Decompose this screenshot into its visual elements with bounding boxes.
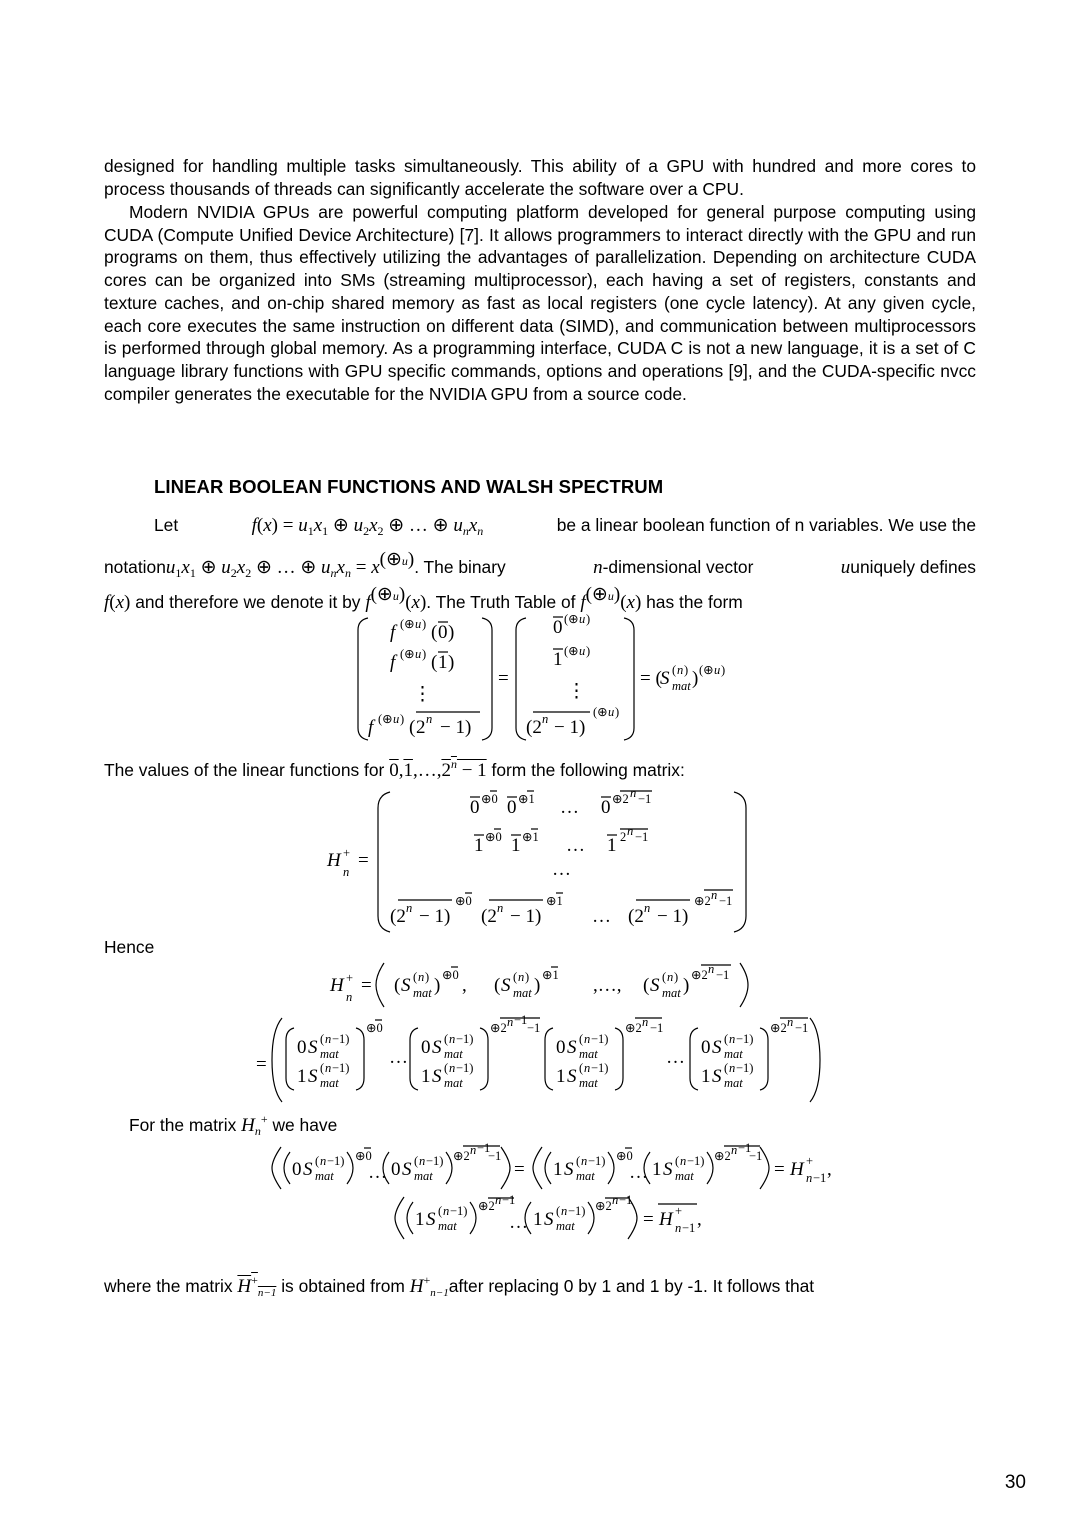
svg-text:(: ( xyxy=(675,1154,680,1168)
svg-text:(: ( xyxy=(576,1154,581,1168)
svg-text:mat: mat xyxy=(320,1047,339,1061)
svg-text:⊕2: ⊕2 xyxy=(625,1021,642,1035)
svg-text:(: ( xyxy=(643,975,650,996)
svg-text:(: ( xyxy=(579,1032,584,1046)
svg-text:n: n xyxy=(325,1061,332,1075)
svg-text:n: n xyxy=(507,1015,514,1029)
svg-text:H: H xyxy=(790,1159,804,1180)
svg-text:⊕2: ⊕2 xyxy=(478,1199,495,1213)
svg-text:): ) xyxy=(525,970,530,984)
svg-text:−1: −1 xyxy=(795,1021,809,1035)
svg-text:u: u xyxy=(714,663,721,677)
svg-text:−1: −1 xyxy=(514,1013,528,1027)
svg-text:(⊕: (⊕ xyxy=(564,644,579,658)
svg-text:(2: (2 xyxy=(526,717,542,738)
svg-text:): ) xyxy=(692,668,699,689)
values-line: The values of the linear functions for $0,1,\dots,2^n - 1$ form the following matrix: xyxy=(104,757,685,781)
svg-text:…: … xyxy=(368,1162,387,1183)
svg-text:n: n xyxy=(627,824,634,838)
svg-text:S: S xyxy=(432,1037,442,1058)
svg-text:⋮: ⋮ xyxy=(567,681,586,702)
svg-text:0: 0 xyxy=(470,797,480,818)
svg-text:mat: mat xyxy=(662,986,681,1000)
svg-text:n: n xyxy=(729,1032,736,1046)
svg-text:(: ( xyxy=(431,622,438,643)
svg-text:n: n xyxy=(581,1154,588,1168)
svg-text:−1): −1) xyxy=(588,1154,606,1168)
svg-text:f: f xyxy=(390,622,396,643)
svg-text:⊕0: ⊕0 xyxy=(616,1149,633,1163)
u-symbol: u xyxy=(840,557,851,578)
recursion-equation-1 xyxy=(272,1141,832,1189)
svg-text:n: n xyxy=(542,712,549,726)
svg-text:(2: (2 xyxy=(628,906,644,927)
svg-text:(: ( xyxy=(409,717,416,738)
svg-text:⊕2: ⊕2 xyxy=(694,894,711,908)
svg-text:− 1): − 1) xyxy=(554,717,586,738)
svg-text:(: ( xyxy=(394,975,401,996)
svg-text:0: 0 xyxy=(701,1037,711,1058)
svg-text:n: n xyxy=(667,970,674,984)
svg-text:n: n xyxy=(449,1061,456,1075)
be-linear-text: be a linear boolean function of n variables. We use the xyxy=(556,515,976,535)
svg-text:⊕2: ⊕2 xyxy=(714,1149,731,1163)
svg-text:): ) xyxy=(448,652,455,673)
svg-text:u: u xyxy=(579,612,586,626)
svg-text:−1): −1) xyxy=(687,1154,705,1168)
notation-formula: $u_1x_1$ ⊕ $u_2x_2$ ⊕ … ⊕ $u_nx_n = x^{(\oplus u)}$ xyxy=(165,549,415,580)
svg-text:n: n xyxy=(584,1061,591,1075)
values-range-formula: $0,1,\dots,2^n - 1$ xyxy=(389,757,487,781)
svg-text:− 1): − 1) xyxy=(657,906,689,927)
hence-line: Hence xyxy=(104,937,155,957)
svg-text:n: n xyxy=(325,1032,332,1046)
svg-text:=: = xyxy=(514,1159,525,1180)
paragraph-cuda: Modern NVIDIA GPUs are powerful computing platform developed for general purpose computing using CUDA (Compute Unified Device Architecture) [7]. It allows programmers to interact directly with the GPU and run programs on them, thus effectively utilizing the advantages of parallelization. Depending on architecture CUDA cores can be organized into SMs (streaming multiprocessor), each having a set of registers, constants and texture caches, and on-chip shared memory as fast as local registers (one cycle latency). At any given cycle, each core executes the same instruction on different data (SIMD), and communication between multiprocessors is performed through global memory. As a programming interface, CUDA C is not a new language, it is a set of C language library functions with GPU specific commands, options and operations [9], and the CUDA-specific nvcc compiler generates the executable for the NVIDIA GPU from a source code. xyxy=(104,202,976,404)
svg-text:mat: mat xyxy=(579,1047,598,1061)
svg-text:0: 0 xyxy=(553,617,563,638)
svg-text:⊕0: ⊕0 xyxy=(481,792,498,806)
svg-text:=: = xyxy=(774,1159,785,1180)
svg-text:0: 0 xyxy=(438,622,448,643)
svg-text:…: … xyxy=(560,797,579,818)
svg-text:…: … xyxy=(566,835,585,856)
svg-text:−1): −1) xyxy=(426,1154,444,1168)
where-line: where the matrix $H^+_{n-1}$ is obtained from $H^+_{n-1}after$ replacing 0 by 1 and 1 by -1. It follows that xyxy=(104,1273,815,1299)
svg-text:mat: mat xyxy=(576,1169,595,1183)
svg-text:1: 1 xyxy=(415,1209,425,1230)
svg-text:mat: mat xyxy=(315,1169,334,1183)
svg-text:−1: −1 xyxy=(502,1193,516,1207)
svg-text:n: n xyxy=(406,901,413,915)
svg-text:−1): −1) xyxy=(591,1061,609,1075)
svg-text:(: ( xyxy=(672,663,677,677)
svg-text:): ) xyxy=(586,612,591,626)
svg-text:− 1): − 1) xyxy=(440,717,472,738)
svg-text:1: 1 xyxy=(556,1066,566,1087)
svg-text:): ) xyxy=(684,663,689,677)
section-heading: LINEAR BOOLEAN FUNCTIONS AND WALSH SPECTRUM xyxy=(154,476,664,497)
svg-text:mat: mat xyxy=(513,986,532,1000)
svg-text:S: S xyxy=(308,1066,318,1087)
svg-text:1: 1 xyxy=(511,835,521,856)
svg-text:⊕0: ⊕0 xyxy=(355,1149,372,1163)
svg-text:(: ( xyxy=(556,1204,561,1218)
svg-text:⊕0: ⊕0 xyxy=(442,968,459,982)
svg-text:mat: mat xyxy=(556,1219,575,1233)
svg-text:n: n xyxy=(584,1032,591,1046)
svg-text:n: n xyxy=(419,1154,426,1168)
svg-text:): ) xyxy=(615,705,620,719)
svg-text:⊕2: ⊕2 xyxy=(612,792,629,806)
svg-text:S: S xyxy=(426,1209,436,1230)
svg-text:mat: mat xyxy=(579,1076,598,1090)
svg-text:n: n xyxy=(644,901,651,915)
svg-text:−1): −1) xyxy=(568,1204,586,1218)
svg-text:⊕1: ⊕1 xyxy=(522,830,539,844)
svg-text:(: ( xyxy=(320,1061,325,1075)
svg-text:mat: mat xyxy=(414,1169,433,1183)
svg-text:= (: = ( xyxy=(640,668,662,689)
svg-text:S: S xyxy=(712,1066,722,1087)
svg-text:(2: (2 xyxy=(481,906,497,927)
svg-text:⊕2: ⊕2 xyxy=(490,1021,507,1035)
svg-text:(: ( xyxy=(513,970,518,984)
notation-text: notation xyxy=(104,557,166,577)
svg-text:−1): −1) xyxy=(450,1204,468,1218)
svg-text:n: n xyxy=(612,1193,619,1207)
svg-text:): ) xyxy=(721,663,726,677)
svg-text:−1): −1) xyxy=(332,1032,350,1046)
svg-text:): ) xyxy=(448,622,455,643)
truth-table-equation xyxy=(358,612,725,740)
svg-text:H: H xyxy=(330,975,344,996)
svg-text:⊕2: ⊕2 xyxy=(770,1021,787,1035)
svg-text:(: ( xyxy=(431,652,438,673)
svg-text:n: n xyxy=(470,1143,477,1157)
svg-text:⊕0: ⊕0 xyxy=(485,830,502,844)
svg-text:−1): −1) xyxy=(736,1032,754,1046)
definition-line-3: f(x) and therefore we denote it by $f^{(\oplus u)}(x)$. The Truth Table of $f^{(\oplus u)}(x)$ has the form xyxy=(104,584,743,613)
svg-text:mat: mat xyxy=(672,679,691,693)
svg-text:mat: mat xyxy=(444,1076,463,1090)
svg-text:−1): −1) xyxy=(332,1061,350,1075)
svg-text:0: 0 xyxy=(297,1037,307,1058)
svg-text:S: S xyxy=(432,1066,442,1087)
svg-text:−1): −1) xyxy=(591,1032,609,1046)
svg-text:(: ( xyxy=(494,975,501,996)
svg-text:−1: −1 xyxy=(477,1141,491,1155)
svg-text:n: n xyxy=(343,865,350,879)
svg-text:n: n xyxy=(449,1032,456,1046)
svg-text:mat: mat xyxy=(438,1219,457,1233)
svg-text:n: n xyxy=(675,1221,682,1235)
svg-text:mat: mat xyxy=(724,1047,743,1061)
svg-text:1: 1 xyxy=(533,1209,543,1230)
svg-text:n: n xyxy=(495,1193,502,1207)
svg-text:,: , xyxy=(827,1159,832,1180)
svg-text:n: n xyxy=(711,888,718,902)
svg-text:n: n xyxy=(806,1171,813,1185)
page-number: 30 xyxy=(1004,1472,1026,1493)
svg-text:u: u xyxy=(608,705,615,719)
definition-line-1 xyxy=(154,514,976,539)
svg-text:S: S xyxy=(544,1209,554,1230)
linear-function-formula: $f(x) = u_1x_1$ ⊕ $u_2x_2$ ⊕ … ⊕ $u_nx_n$ xyxy=(251,515,484,538)
svg-text:): ) xyxy=(586,644,591,658)
svg-text:S: S xyxy=(712,1037,722,1058)
svg-text:n: n xyxy=(320,1154,327,1168)
svg-text:mat: mat xyxy=(675,1169,694,1183)
svg-text:(: ( xyxy=(724,1032,729,1046)
svg-text:1: 1 xyxy=(297,1066,307,1087)
svg-text:− 1): − 1) xyxy=(419,906,451,927)
svg-text:−1: −1 xyxy=(635,830,649,844)
svg-text:(: ( xyxy=(662,970,667,984)
svg-text:⊕1: ⊕1 xyxy=(542,968,559,982)
svg-text:H: H xyxy=(327,850,341,871)
svg-text:0: 0 xyxy=(391,1159,401,1180)
n-symbol: n xyxy=(593,557,603,578)
svg-text:+: + xyxy=(675,1204,683,1218)
svg-text:0: 0 xyxy=(292,1159,302,1180)
svg-text:n: n xyxy=(426,712,433,726)
svg-text:u: u xyxy=(415,647,422,661)
svg-text:(: ( xyxy=(413,970,418,984)
svg-text:(: ( xyxy=(444,1032,449,1046)
svg-text:+: + xyxy=(343,846,351,860)
svg-text:S: S xyxy=(401,975,411,996)
svg-text:1: 1 xyxy=(474,835,484,856)
svg-text:S: S xyxy=(303,1159,313,1180)
svg-text:−1: −1 xyxy=(527,1021,541,1035)
svg-text:⊕0: ⊕0 xyxy=(455,894,472,908)
svg-text:0: 0 xyxy=(601,797,611,818)
svg-text:…: … xyxy=(509,1212,528,1233)
svg-text:⊕2: ⊕2 xyxy=(453,1149,470,1163)
svg-text:mat: mat xyxy=(413,986,432,1000)
svg-text:S: S xyxy=(402,1159,412,1180)
svg-text:1: 1 xyxy=(701,1066,711,1087)
svg-text:S: S xyxy=(308,1037,318,1058)
svg-text:…: … xyxy=(389,1047,408,1068)
svg-text:u: u xyxy=(579,644,586,658)
svg-text:n: n xyxy=(346,990,353,1004)
svg-text:f: f xyxy=(368,717,374,738)
svg-text:−1: −1 xyxy=(682,1221,696,1235)
svg-text:S: S xyxy=(567,1037,577,1058)
svg-text:1: 1 xyxy=(553,649,563,670)
svg-text:(⊕: (⊕ xyxy=(378,712,393,726)
svg-text:1: 1 xyxy=(438,652,448,673)
svg-text:f: f xyxy=(390,652,396,673)
svg-text:−1: −1 xyxy=(749,1149,763,1163)
svg-text:⊕1: ⊕1 xyxy=(546,894,563,908)
svg-text:(: ( xyxy=(444,1061,449,1075)
svg-text:−1): −1) xyxy=(327,1154,345,1168)
svg-text:(⊕: (⊕ xyxy=(400,647,415,661)
svg-text:⋮: ⋮ xyxy=(413,684,432,705)
svg-text:(⊕: (⊕ xyxy=(564,612,579,626)
svg-text:(⊕: (⊕ xyxy=(400,617,415,631)
paragraph-gpu-tasks: designed for handling multiple tasks simultaneously. This ability of a GPU with hundred and more cores to process thousands of threads can significantly accelerate the software over a CPU. xyxy=(104,156,976,199)
svg-text:1: 1 xyxy=(652,1159,662,1180)
svg-text:−1: −1 xyxy=(719,894,733,908)
svg-text:n: n xyxy=(729,1061,736,1075)
svg-text:): ) xyxy=(683,975,690,996)
svg-text:S: S xyxy=(567,1066,577,1087)
svg-text:+: + xyxy=(806,1154,814,1168)
svg-text:−1): −1) xyxy=(456,1032,474,1046)
svg-text:n: n xyxy=(561,1204,568,1218)
svg-text:−1: −1 xyxy=(716,968,730,982)
svg-text:n: n xyxy=(630,786,637,800)
svg-text:n: n xyxy=(677,663,684,677)
svg-text:S: S xyxy=(663,1159,673,1180)
svg-text:mat: mat xyxy=(444,1047,463,1061)
svg-text:0: 0 xyxy=(421,1037,431,1058)
svg-text:1: 1 xyxy=(421,1066,431,1087)
svg-text:−1): −1) xyxy=(736,1061,754,1075)
svg-text:): ) xyxy=(434,975,441,996)
svg-text:=: = xyxy=(361,975,372,996)
svg-text:u: u xyxy=(415,617,422,631)
svg-text:H: H xyxy=(659,1209,673,1230)
svg-text:): ) xyxy=(422,647,427,661)
svg-text:n: n xyxy=(731,1143,738,1157)
svg-text:−1: −1 xyxy=(488,1149,502,1163)
svg-text:S: S xyxy=(501,975,511,996)
svg-text:…: … xyxy=(592,906,611,927)
svg-text:(: ( xyxy=(579,1061,584,1075)
svg-text:=: = xyxy=(256,1054,267,1075)
svg-text:−1: −1 xyxy=(813,1171,827,1185)
svg-text:n: n xyxy=(418,970,425,984)
svg-text:S: S xyxy=(660,668,670,689)
svg-text:(⊕: (⊕ xyxy=(699,663,714,677)
svg-text:): ) xyxy=(400,712,405,726)
block-matrix-equation xyxy=(256,1013,820,1102)
svg-text:⊕2: ⊕2 xyxy=(595,1199,612,1213)
svg-text:…: … xyxy=(629,1162,648,1183)
svg-text:(2: (2 xyxy=(390,906,406,927)
svg-text:): ) xyxy=(674,970,679,984)
svg-text:(⊕: (⊕ xyxy=(593,705,608,719)
svg-text:mat: mat xyxy=(724,1076,743,1090)
svg-text:(: ( xyxy=(438,1204,443,1218)
svg-text:…: … xyxy=(552,859,571,880)
svg-text:=: = xyxy=(498,668,509,689)
svg-text:n: n xyxy=(497,901,504,915)
svg-text:,: , xyxy=(697,1209,702,1230)
svg-text:,: , xyxy=(462,975,467,996)
hn-plus-matrix xyxy=(326,786,746,932)
svg-text:⊕0: ⊕0 xyxy=(366,1021,383,1035)
svg-text:+: + xyxy=(346,971,354,985)
svg-text:− 1): − 1) xyxy=(510,906,542,927)
let-text: Let xyxy=(154,515,179,535)
svg-text:u: u xyxy=(393,712,400,726)
svg-text:(: ( xyxy=(315,1154,320,1168)
recursion-equation-2 xyxy=(395,1193,702,1239)
svg-text:(: ( xyxy=(320,1032,325,1046)
svg-text:1: 1 xyxy=(607,835,617,856)
svg-text:): ) xyxy=(425,970,430,984)
svg-text:n: n xyxy=(787,1015,794,1029)
svg-text:2: 2 xyxy=(620,830,627,844)
svg-text:0: 0 xyxy=(556,1037,566,1058)
svg-text:(: ( xyxy=(414,1154,419,1168)
for-matrix-line: For the matrix $H_n^+$ we have xyxy=(129,1112,338,1138)
svg-text:n: n xyxy=(518,970,525,984)
svg-text:): ) xyxy=(422,617,427,631)
svg-text:S: S xyxy=(564,1159,574,1180)
svg-text:−1: −1 xyxy=(738,1141,752,1155)
svg-text:−1): −1) xyxy=(456,1061,474,1075)
definition-line-2: $notationu_1x_1$ ⊕ $u_2x_2$ ⊕ … ⊕ $u_nx_n = x^{(\oplus u)}$. The binary n-dimensional vector uuniquely defines xyxy=(104,549,976,580)
svg-text:mat: mat xyxy=(320,1076,339,1090)
svg-text:=: = xyxy=(358,850,369,871)
svg-text:1: 1 xyxy=(553,1159,563,1180)
svg-text:…: … xyxy=(666,1047,685,1068)
svg-text:n: n xyxy=(680,1154,687,1168)
svg-text:−1: −1 xyxy=(619,1193,633,1207)
svg-text:=: = xyxy=(643,1209,654,1230)
svg-text:⊕1: ⊕1 xyxy=(518,792,535,806)
hence-equation xyxy=(329,962,748,1007)
svg-text:⊕2: ⊕2 xyxy=(691,968,708,982)
svg-text:n: n xyxy=(443,1204,450,1218)
svg-text:−1: −1 xyxy=(638,792,652,806)
svg-text:S: S xyxy=(650,975,660,996)
svg-text:0: 0 xyxy=(507,797,517,818)
svg-text:n: n xyxy=(708,962,715,976)
svg-text:(: ( xyxy=(724,1061,729,1075)
svg-text:): ) xyxy=(534,975,541,996)
svg-text:,…,: ,…, xyxy=(593,975,622,996)
svg-text:2: 2 xyxy=(416,717,426,738)
svg-text:−1: −1 xyxy=(650,1021,664,1035)
svg-text:n: n xyxy=(642,1015,649,1029)
